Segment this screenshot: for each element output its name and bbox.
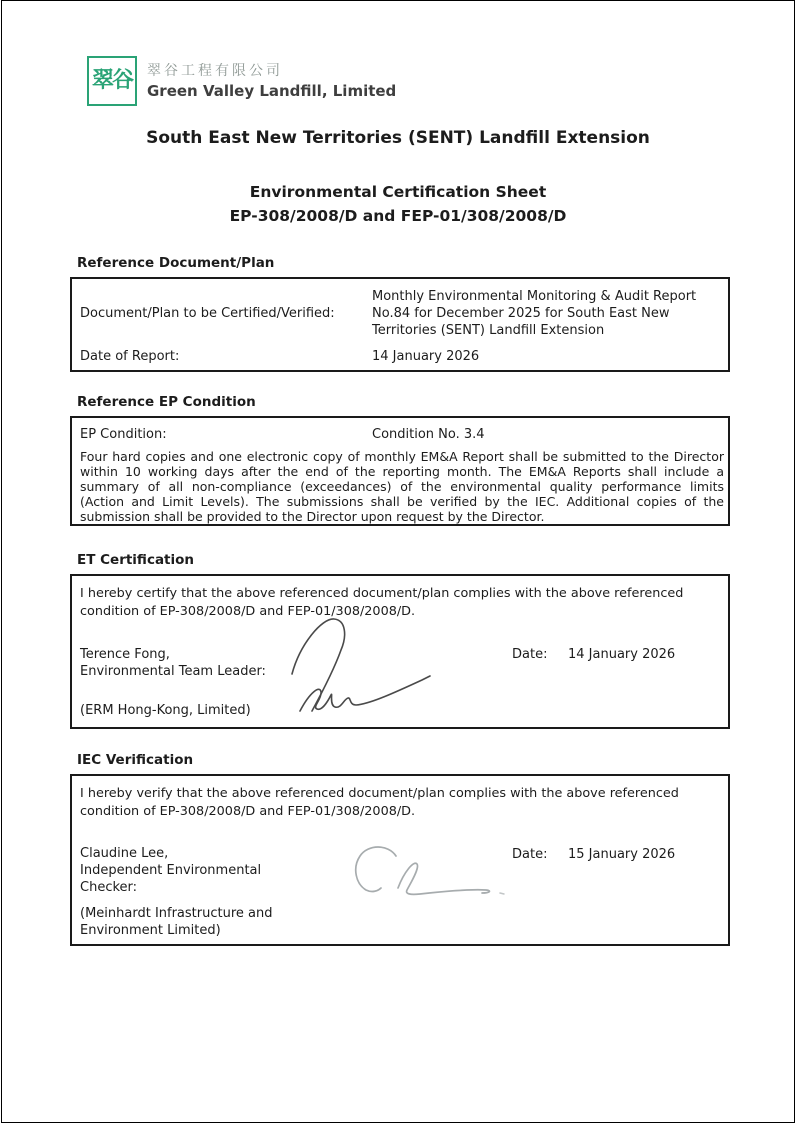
company-name-block <box>147 62 396 102</box>
date-of-report-value: 14 January 2026 <box>372 349 480 364</box>
iec-verification-box <box>70 774 730 946</box>
company-name-chinese: 翠谷工程有限公司 <box>147 63 283 79</box>
et-signature <box>270 612 455 720</box>
et-company: (ERM Hong-Kong, Limited) <box>80 703 251 718</box>
et-signatory-title: Environmental Team Leader: <box>80 664 266 679</box>
iec-signatory-name: Claudine Lee, <box>80 846 169 861</box>
section-heading-reference-document: Reference Document/Plan <box>77 255 275 271</box>
subtitle-line-2: EP-308/2008/D and FEP-01/308/2008/D <box>229 207 567 225</box>
iec-date-label: Date: <box>512 847 548 862</box>
logo-glyph-icon: 翠谷 <box>91 68 132 93</box>
company-name-english: Green Valley Landfill, Limited <box>147 82 397 100</box>
ep-condition-value: Condition No. 3.4 <box>372 427 485 442</box>
iec-statement: I hereby verify that the above referenced document/plan complies with the above referenced condition of EP-308/2008/D and FEP-01/308/2008/D. <box>80 786 679 819</box>
certification-sheet-page <box>1 0 795 1123</box>
ep-condition-label: EP Condition: <box>80 427 167 442</box>
et-date-value: 14 January 2026 <box>568 647 676 662</box>
date-of-report-label: Date of Report: <box>80 349 180 364</box>
page-title: South East New Territories (SENT) Landfill Extension <box>146 128 650 148</box>
company-logo <box>87 56 137 106</box>
ep-condition-description: Four hard copies and one electronic copy of monthly EM&A Report shall be submitted to the Director within 10 working days after the end of the reporting month. The EM&A Reports shall include a summary of all non-compliance (exceedances) of the environmental quality performance limits (Action and Limit Levels). The submissions shall be verified by the IEC. Additional copies of the submission shall be provided to the Director upon request by the Director. <box>80 449 724 524</box>
et-statement: I hereby certify that the above referenced document/plan complies with the above referenced condition of EP-308/2008/D and FEP-01/308/2008/D. <box>80 586 684 619</box>
et-certification-box <box>70 574 730 729</box>
page-subtitle <box>2 180 794 228</box>
section-heading-iec-verification: IEC Verification <box>77 752 194 768</box>
document-plan-value: Monthly Environmental Monitoring & Audit Report No.84 for December 2025 for South East New Territories (SENT) Landfill Extension <box>372 289 697 338</box>
iec-date-value: 15 January 2026 <box>568 847 676 862</box>
iec-signatory-title: Independent Environmental Checker: <box>80 863 262 895</box>
et-date-label: Date: <box>512 647 548 662</box>
document-plan-label: Document/Plan to be Certified/Verified: <box>80 306 335 321</box>
reference-document-table <box>70 277 730 372</box>
iec-signature <box>334 836 514 906</box>
et-signatory-name: Terence Fong, <box>80 647 170 662</box>
iec-company: (Meinhardt Infrastructure and Environment Limited) <box>80 906 273 938</box>
section-heading-et-certification: ET Certification <box>77 552 195 568</box>
section-heading-ep-condition: Reference EP Condition <box>77 394 256 410</box>
ep-condition-table <box>70 416 730 526</box>
subtitle-line-1: Environmental Certification Sheet <box>249 183 547 201</box>
